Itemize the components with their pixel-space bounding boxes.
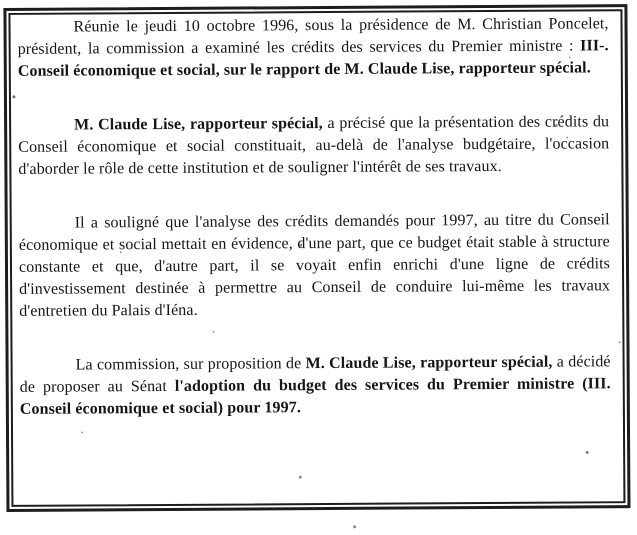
bold-text-segment: l'adoption du budget des services du Premier ministre (III. Conseil économique et social) pour 1997. [19, 375, 611, 418]
paragraph-decision [20, 351, 611, 421]
text-segment: a précisé que la présentation des crédits du Conseil économique et social constituait, au-delà de l'analyse budgétaire, l'occasion d'aborder le rôle de cette institution et de souligner l'intérêt de ses travaux. [18, 113, 610, 178]
document-frame-outer [3, 4, 630, 512]
text-segment: La commission, sur proposition de [75, 355, 306, 374]
document-frame-inner [8, 9, 625, 507]
paragraph-presentation [18, 111, 609, 181]
paragraph-analyse [19, 209, 611, 323]
document-text [17, 13, 611, 453]
text-segment: a décidé de proposer au Sénat [19, 353, 611, 396]
paragraph-session [17, 13, 608, 83]
text-segment: Il a souligné que l'analyse des crédits demandés pour 1997, au titre du Conseil économique et social mettait en évidence, d'une part, que ce budget était stable à structure constante et que, d'autre part, il se voyait enfin enrichi d'une ligne de crédits d'investissement destinée à permettre au Conseil de conduire lui-même les travaux d'entretien du Palais d'Iéna. [18, 211, 611, 320]
bold-text-segment: M. Claude Lise, rapporteur spécial, [305, 353, 557, 373]
text-segment: Réunie le jeudi 10 octobre 1996, sous la présidence de M. Christian Poncelet, président, la commission a examiné les crédits des services du Premier ministre : [17, 15, 609, 58]
bold-text-segment: M. Claude Lise, rapporteur spécial, [74, 114, 328, 134]
bold-text-segment: III-. Conseil économique et social, sur le rapport de M. Claude Lise, rapporteur spécial. [17, 37, 609, 80]
